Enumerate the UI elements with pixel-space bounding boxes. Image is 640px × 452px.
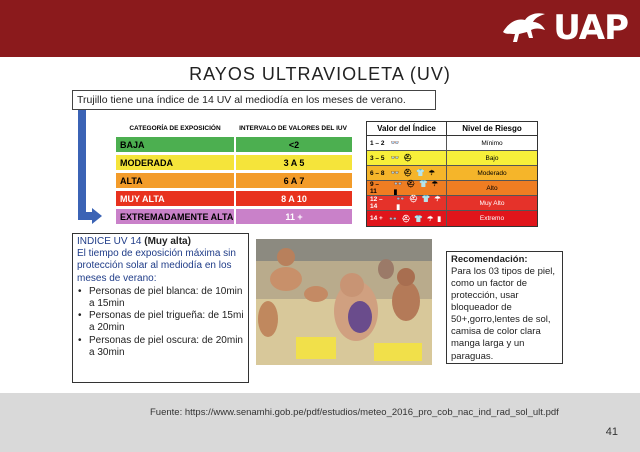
pegasus-icon <box>499 8 549 48</box>
source-citation: Fuente: https://www.senamhi.gob.pe/pdf/estudios/meteo_2016_pro_cob_nac_ind_rad_sol_ult.pdf <box>150 407 559 418</box>
risk-level: Alto <box>486 184 498 192</box>
index-value: 3 – 5 <box>370 154 385 162</box>
risk-row <box>367 211 537 226</box>
range-cell: 3 A 5 <box>236 155 352 170</box>
protection-icons: 👓 ⛑ 👕 ☂ ▮ <box>388 215 443 223</box>
uap-logo <box>499 6 628 50</box>
category-row <box>116 137 352 152</box>
category-row <box>116 209 352 224</box>
risk-level: Moderado <box>477 169 507 177</box>
category-row <box>116 191 352 206</box>
index-cell <box>367 181 447 195</box>
index-value: 9 – 11 <box>370 181 380 195</box>
arrow-vertical <box>78 110 86 216</box>
uv-14-title-bold: (Muy alta) <box>144 236 191 247</box>
recommendation-title: Recomendación: <box>451 254 528 265</box>
category-table <box>116 122 352 224</box>
risk-level: Mínimo <box>481 139 503 147</box>
risk-row <box>367 196 537 211</box>
header-category: CATEGORÍA DE EXPOSICIÓN <box>129 124 221 132</box>
arrow-head-icon <box>92 208 102 224</box>
page-number: 41 <box>605 426 618 438</box>
index-value: 1 – 2 <box>370 139 385 147</box>
risk-row <box>367 166 537 181</box>
uv-14-title: INDICE UV 14 <box>77 236 142 247</box>
index-value: 14 + <box>370 215 383 222</box>
arrow-horizontal <box>78 212 92 220</box>
category-cell: BAJA <box>116 137 234 152</box>
protection-icons: 👓 ⛑ 👕 ☂ ▮ <box>393 181 439 196</box>
risk-level: Extremo <box>479 215 505 222</box>
footer-band <box>0 393 640 452</box>
category-row <box>116 155 352 170</box>
recommendation-box <box>446 251 563 364</box>
range-cell: 11 + <box>236 209 352 224</box>
category-cell: MODERADA <box>116 155 234 170</box>
logo-text: UAP <box>553 8 628 48</box>
index-value: 12 – 14 <box>370 196 383 210</box>
protection-icons: 👓 ⛑ <box>390 155 414 162</box>
risk-table-header <box>367 122 537 136</box>
uv-14-heading <box>77 236 244 248</box>
index-cell <box>367 166 447 180</box>
risk-row <box>367 181 537 196</box>
range-cell: <2 <box>236 137 352 152</box>
beach-photo-illustration <box>256 239 432 365</box>
header-range: INTERVALO DE VALORES DEL IUV <box>239 124 347 132</box>
range-cell: 8 A 10 <box>236 191 352 206</box>
range-cell: 6 A 7 <box>236 173 352 188</box>
index-cell <box>367 151 447 165</box>
index-cell <box>367 211 447 226</box>
recommendation-text: Para los 03 tipos de piel, como un factor de protección, usar bloqueador de 50+,gorro,lentes de sol, camisa de color clara manga larga y un paraguas. <box>451 266 556 362</box>
list-item: • Personas de piel oscura: de 20min a 30min <box>77 335 244 359</box>
risk-level: Muy Alto <box>479 199 505 207</box>
risk-row <box>367 136 537 151</box>
risk-level: Bajo <box>485 154 499 162</box>
index-cell <box>367 136 447 150</box>
category-cell: EXTREMADAMENTE ALTA <box>116 209 234 224</box>
slide-title: RAYOS ULTRAVIOLETA (UV) <box>189 64 451 84</box>
category-row <box>116 173 352 188</box>
intro-box: Trujillo tiene una índice de 14 UV al mediodía en los meses de verano. <box>72 90 436 110</box>
protection-icons: 👓 <box>390 140 401 147</box>
risk-table <box>366 121 538 227</box>
protection-icons: 👓 ⛑ 👕 ☂ <box>390 170 436 177</box>
category-cell: MUY ALTA <box>116 191 234 206</box>
header-risk-level: Nivel de Riesgo <box>462 124 522 133</box>
header-band <box>0 0 640 57</box>
risk-row <box>367 151 537 166</box>
uv-14-text: El tiempo de exposición máxima sin protección solar al mediodía en los meses de verano: <box>77 248 236 284</box>
list-item: • Personas de piel blanca: de 10min a 15min <box>77 286 244 310</box>
exposure-list <box>77 286 244 359</box>
category-cell: ALTA <box>116 173 234 188</box>
index-value: 6 – 8 <box>370 169 385 177</box>
beach-photo <box>256 239 432 365</box>
header-index-value: Valor del Índice <box>367 122 447 135</box>
protection-icons: 👓 ⛑ 👕 ☂ ▮ <box>396 196 442 211</box>
category-table-header <box>116 122 352 134</box>
list-item: • Personas de piel trigueña: de 15mi a 20min <box>77 310 244 334</box>
uv-14-box <box>72 233 249 383</box>
index-cell <box>367 196 447 210</box>
